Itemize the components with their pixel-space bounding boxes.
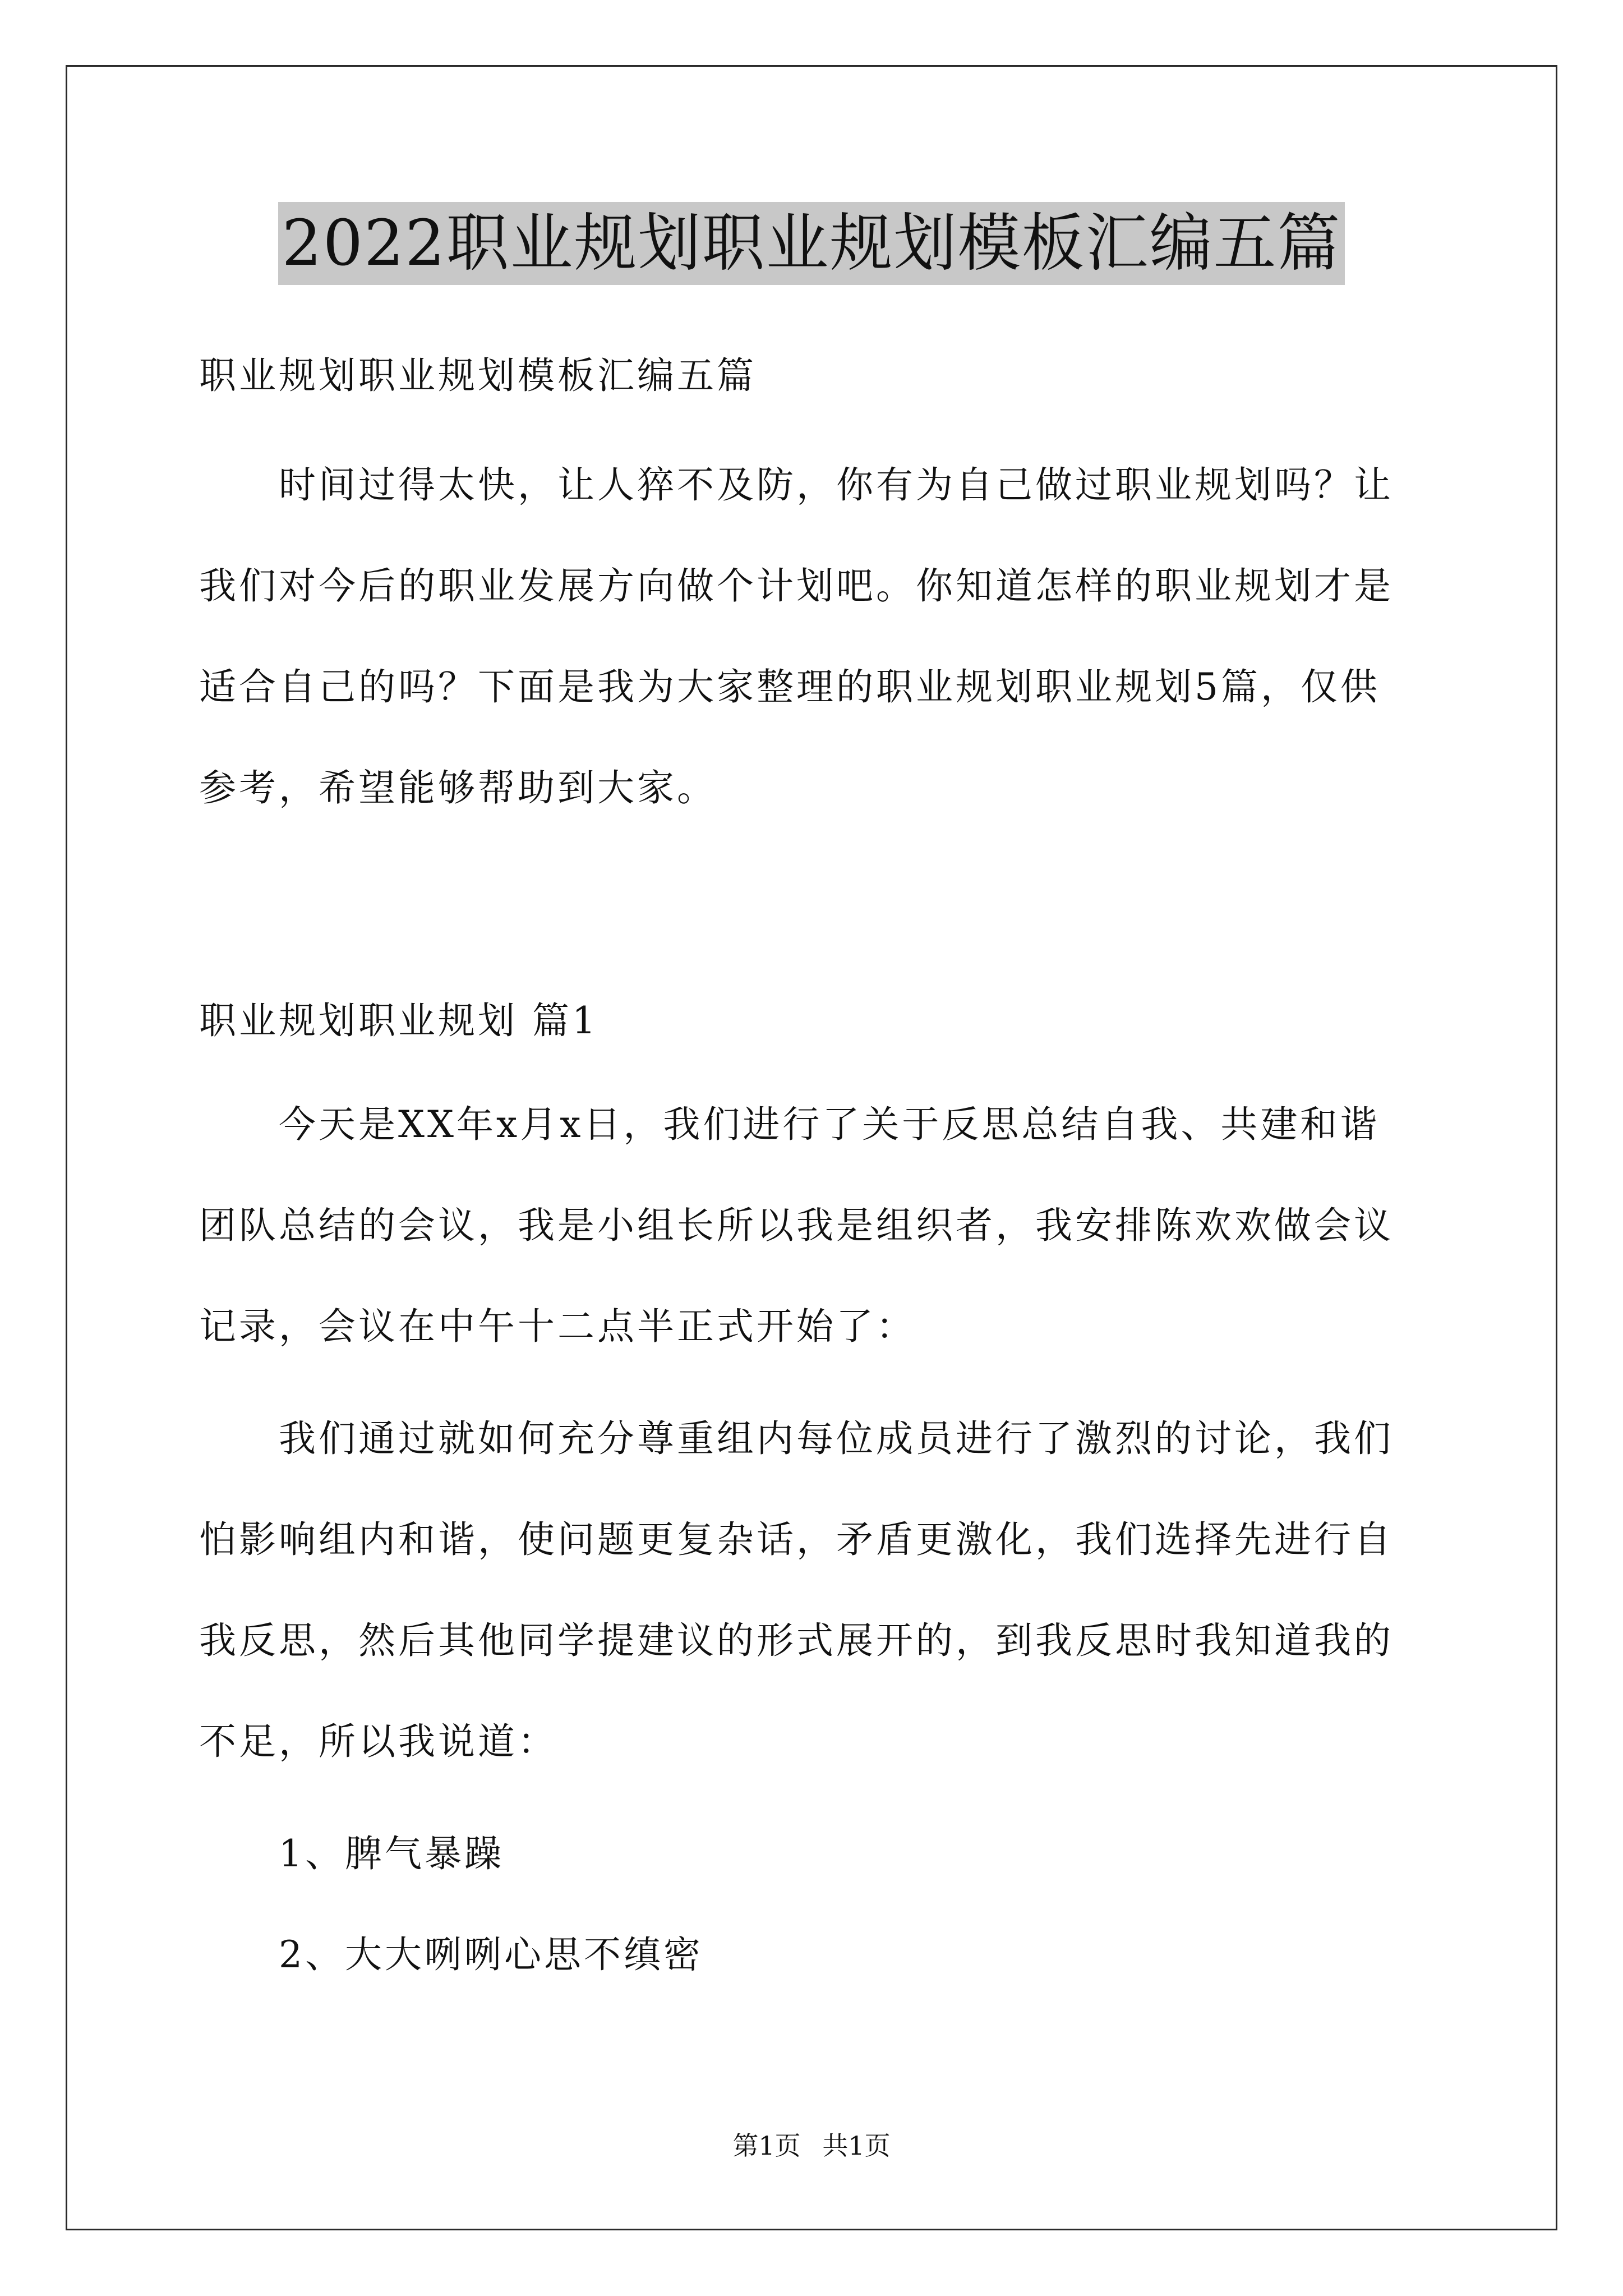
body-line-3: 记录，会议在中午十二点半正式开始了： (199, 1305, 916, 1348)
title-area (0, 202, 1623, 285)
document-title: 2022职业规划职业规划模板汇编五篇 (278, 202, 1344, 285)
body-line-1: 今天是XX年x月x日，我们进行了关于反思总结自我、共建和谐 (199, 1103, 1380, 1146)
intro-line-1: 时间过得太快，让人猝不及防，你有为自己做过职业规划吗？让 (199, 463, 1394, 507)
body-line-5: 怕影响组内和谐，使问题更复杂话，矛盾更激化，我们选择先进行自 (199, 1518, 1394, 1561)
body-line-7: 不足，所以我说道： (199, 1720, 557, 1763)
document-subtitle: 职业规划职业规划模板汇编五篇 (199, 354, 757, 397)
intro-line-3: 适合自己的吗？下面是我为大家整理的职业规划职业规划5篇，仅供 (199, 665, 1380, 708)
section-heading: 职业规划职业规划 篇1 (199, 999, 598, 1042)
intro-line-4: 参考，希望能够帮助到大家。 (199, 766, 717, 809)
page-footer (0, 2129, 1623, 2162)
intro-line-2: 我们对今后的职业发展方向做个计划吧。你知道怎样的职业规划才是 (199, 564, 1394, 608)
page-number: 第1页 (732, 2131, 801, 2161)
list-item-1: 1、脾气暴躁 (199, 1832, 504, 1875)
body-line-2: 团队总结的会议，我是小组长所以我是组织者，我安排陈欢欢做会议 (199, 1204, 1394, 1247)
body-line-4: 我们通过就如何充分尊重组内每位成员进行了激烈的讨论，我们 (199, 1417, 1394, 1460)
list-item-2: 2、大大咧咧心思不缜密 (199, 1933, 703, 1976)
page-total: 共1页 (822, 2131, 891, 2161)
body-line-6: 我反思，然后其他同学提建议的形式展开的，到我反思时我知道我的 (199, 1619, 1394, 1662)
